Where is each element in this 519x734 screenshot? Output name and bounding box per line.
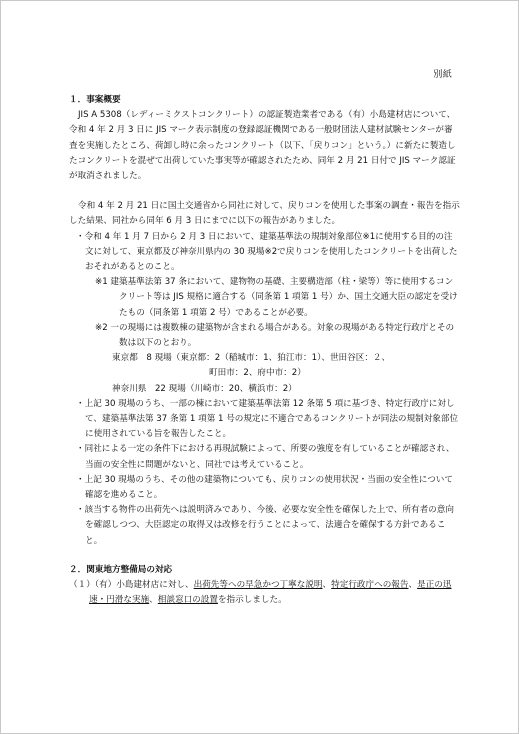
separator: 、 (322, 580, 332, 591)
section2-heading: ２．関東地方整備局の対応 (69, 564, 173, 575)
response-item-1 (69, 578, 461, 608)
attachment-label: 別紙 (433, 70, 452, 80)
bullet-safety-test: ・同社による一定の条件下における再現試験によって、所要の強度を有していることが確認され、当面の安全性に問題がないと、同社では考えていること。 (76, 444, 455, 470)
bullet-compliance-policy: ・該当する物件の出荷先へは説明済みであり、今後、必要な安全性を確保した上で、所有者の意向を確認しつつ、大臣認定の取得又は改修を行うことによって、法適合を確保する方針であること。 (76, 505, 454, 546)
separator: 、 (149, 595, 158, 606)
response-suffix: を指示しました。 (217, 595, 287, 606)
note-1: ※1 建築基準法第 37 条において、建物物の基礎、主要構造部（柱・梁等）等に使用するコンクリート等は JIS 規格に適合する（同条第 1 項第 1 号）か、国土交通大臣の認定を受けたもの（同条第 1 項第 2 号）であることが必要。 (95, 277, 458, 318)
kanagawa-sites: 神奈川県 22 現場（川崎市：20、横浜市：2） (112, 383, 297, 394)
section1-paragraph2: 令和 4 年 2 月 21 日に国土交通省から同社に対して、戻りコンを使用した事案の調査・報告を指示した結果、同社から同年 6 月 3 日にまでに以下の報告がありました。 (69, 201, 460, 227)
bullet-other-buildings: ・上記 30 現場のうち、その他の建築物についても、戻りコンの使用状況・当面の安全性について確認を進めること。 (76, 474, 453, 501)
response-consultation: 相談窓口の設置 (157, 595, 218, 606)
response-prefix: （１）（有）小島建材店に対し、 (69, 580, 194, 591)
bullet-report-to-authority: ・上記 30 現場のうち、一部の棟において建築基準法第 12 条第 5 項に基づき、特定行政庁に対して、建築基準法第 37 条第 1 項第 1 号の規定に不適合であるコンクリートが同法の規制対象部位に使用されている旨を報告したこと。 (76, 398, 459, 440)
document-body (69, 93, 461, 609)
separator: 、 (408, 580, 418, 591)
tokyo-sites-line2: 町田市：2、府中市：2） (209, 368, 306, 379)
response-report: 特定行政庁への報告 (331, 580, 409, 591)
note-2: ※2 一の現場には複数棟の建築物が含まれる場合がある。対象の現場がある特定行政庁とその数は以下のとおり。 (95, 322, 455, 349)
tokyo-sites-line1: 東京都 8 現場（東京都：2（稲城市：1、狛江市：1）、世田谷区：２、 (112, 353, 391, 364)
bullet-shipment-risk: ・令和 4 年 1 月 7 日から 2 月 3 日において、建築基準法の規制対象部位※1に使用する目的の注文に対して、東京都及び神奈川県内の 30 現場※2で戻りコンを使用したコンクリートを出荷したおそれがあるとのこと。 (76, 231, 458, 273)
response-correction: 是正の迅速・円滑な実施 (89, 580, 452, 606)
section1-paragraph1: JIS A 5308（レディーミクストコンクリート）の認証製造業者である（有）小島建材店について、令和 4 年 2 月 3 日に JIS マーク表示制度の登録認証機関である一般財団法人建材試験センターが審査を実施したところ、荷卸し時に余ったコンクリート（以下、「戻りコン」という。）に新たに製造したコンクリートを混ぜて出荷していた事実等が確認されたため、同年 2 月 21 日付で JIS マーク認証が取消されました。 (69, 110, 456, 182)
response-explanation: 出荷先等への早急かつ丁寧な説明 (193, 580, 323, 591)
section1-heading: １．事案概要 (69, 95, 121, 105)
